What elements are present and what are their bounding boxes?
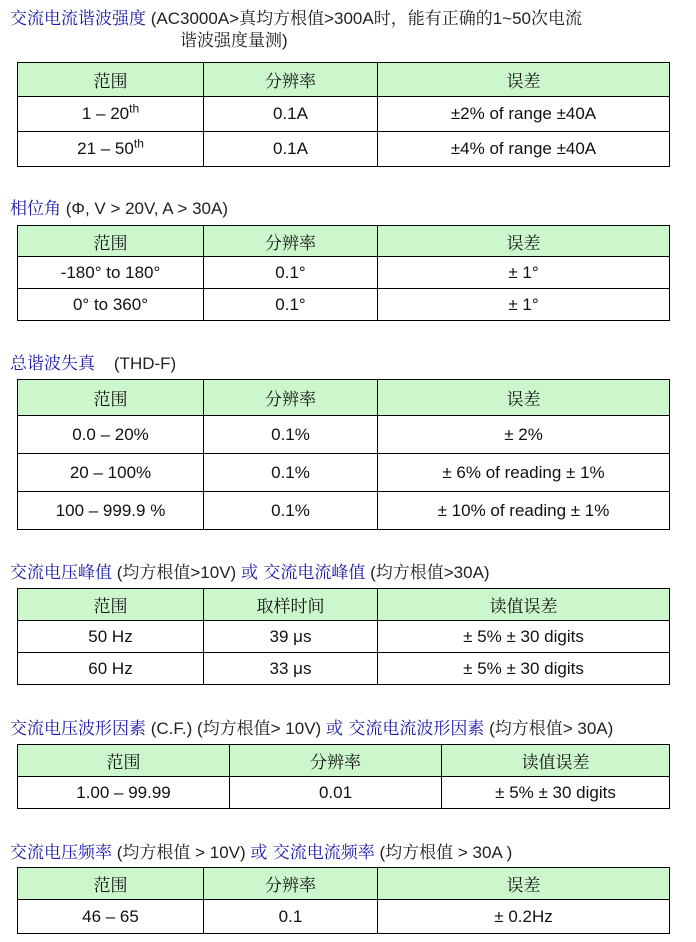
header-cell: 读值误差 xyxy=(442,745,670,777)
section-title-blue: 或 交流电流频率 xyxy=(250,843,375,863)
header-cell: 误差 xyxy=(378,868,670,900)
table-cell: ± 5% ± 30 digits xyxy=(442,777,670,809)
table-row xyxy=(18,492,670,530)
table-row xyxy=(18,653,670,685)
header-cell: 误差 xyxy=(378,380,670,416)
table-row xyxy=(18,132,670,167)
table-cell: 20 – 100% xyxy=(18,454,204,492)
table-header-row xyxy=(18,63,670,97)
ordinal-suffix: th xyxy=(133,136,144,151)
table-header-row xyxy=(18,868,670,900)
section-title xyxy=(10,842,512,864)
section-title-blue: 相位角 xyxy=(10,199,61,219)
header-cell: 分辨率 xyxy=(204,226,378,257)
header-cell: 误差 xyxy=(378,63,670,97)
table-cell: 0.1° xyxy=(204,257,378,289)
header-cell: 范围 xyxy=(18,226,204,257)
table-cell xyxy=(18,132,204,167)
header-cell: 范围 xyxy=(18,380,204,416)
section-title-text: (均方根值 > 30A ) xyxy=(374,843,513,862)
table-header-row xyxy=(18,589,670,621)
table-row xyxy=(18,900,670,934)
table-row xyxy=(18,621,670,653)
header-cell: 分辨率 xyxy=(204,63,378,97)
table-cell: ± 1° xyxy=(378,289,670,321)
table-cell: 46 – 65 xyxy=(18,900,204,934)
section-title-blue: 交流电流谐波强度 xyxy=(10,9,146,29)
spec-table-frequency xyxy=(17,867,670,934)
header-cell: 取样时间 xyxy=(204,589,378,621)
table-cell: 0.0 – 20% xyxy=(18,416,204,454)
header-cell: 分辨率 xyxy=(204,868,378,900)
spec-table-harmonic xyxy=(17,62,670,167)
table-cell: 0.1° xyxy=(204,289,378,321)
header-cell: 读值误差 xyxy=(378,589,670,621)
section-title-blue: 或 交流电流波形因素 xyxy=(325,719,485,739)
table-cell: 0.1% xyxy=(204,492,378,530)
cell-text: 21 – 50 xyxy=(77,139,134,158)
table-cell: ± 6% of reading ± 1% xyxy=(378,454,670,492)
section-title-text: (Φ, V > 20V, A > 30A) xyxy=(61,199,228,218)
table-cell: 0.1A xyxy=(204,132,378,167)
header-cell: 范围 xyxy=(18,63,204,97)
section-title-text: (均方根值>10V) xyxy=(112,563,241,582)
cell-text: 1 – 20 xyxy=(81,104,130,123)
section-title xyxy=(10,562,490,584)
table-cell: 0.01 xyxy=(230,777,442,809)
table-row xyxy=(18,777,670,809)
section-title xyxy=(10,198,228,220)
section-title-blue: 交流电压频率 xyxy=(10,843,112,863)
table-cell: 0.1 xyxy=(204,900,378,934)
table-cell: 1.00 – 99.99 xyxy=(18,777,230,809)
section-title-text: (均方根值>30A) xyxy=(365,563,490,582)
section-title-cont: 谐波强度量测) xyxy=(180,31,288,50)
table-cell: ± 5% ± 30 digits xyxy=(378,653,670,685)
table-row xyxy=(18,97,670,132)
table-cell: ± 10% of reading ± 1% xyxy=(378,492,670,530)
table-row xyxy=(18,289,670,321)
section-title-text: (均方根值> 30A) xyxy=(484,719,614,738)
table-cell: 0.1A xyxy=(204,97,378,132)
spec-table-phase xyxy=(17,225,670,321)
table-cell: 0° to 360° xyxy=(18,289,204,321)
table-cell: 0.1% xyxy=(204,416,378,454)
table-cell: 100 – 999.9 % xyxy=(18,492,204,530)
table-cell: 33 μs xyxy=(204,653,378,685)
section-title-text: (AC3000A>真均方根值>300A时，能有正确的1~50次电流 xyxy=(146,9,583,28)
table-cell: ± 0.2Hz xyxy=(378,900,670,934)
spec-table-thd xyxy=(17,379,670,530)
header-cell: 误差 xyxy=(378,226,670,257)
section-title-text: (均方根值 > 10V) xyxy=(112,843,251,862)
table-cell xyxy=(18,97,204,132)
table-header-row xyxy=(18,745,670,777)
section-title-blue: 交流电压峰值 xyxy=(10,563,112,583)
header-cell: 范围 xyxy=(18,589,204,621)
table-cell: 50 Hz xyxy=(18,621,204,653)
section-title-blue: 交流电压波形因素 xyxy=(10,719,146,739)
table-cell: ± 5% ± 30 digits xyxy=(378,621,670,653)
header-cell: 分辨率 xyxy=(204,380,378,416)
section-title-text: (THD-F) xyxy=(95,354,177,373)
header-cell: 分辨率 xyxy=(230,745,442,777)
table-cell: 0.1% xyxy=(204,454,378,492)
table-cell: ± 1° xyxy=(378,257,670,289)
table-cell: -180° to 180° xyxy=(18,257,204,289)
spec-table-peak xyxy=(17,588,670,685)
section-title xyxy=(10,8,582,52)
section-title-blue: 或 交流电流峰值 xyxy=(240,563,366,583)
table-cell: 39 μs xyxy=(204,621,378,653)
table-cell: ±4% of range ±40A xyxy=(378,132,670,167)
section-title-text: (C.F.) (均方根值> 10V) xyxy=(146,719,326,738)
table-row xyxy=(18,257,670,289)
table-cell: ±2% of range ±40A xyxy=(378,97,670,132)
header-cell: 范围 xyxy=(18,868,204,900)
ordinal-suffix: th xyxy=(129,101,140,116)
spec-table-crest-factor xyxy=(17,744,670,809)
table-row xyxy=(18,454,670,492)
table-cell: ± 2% xyxy=(378,416,670,454)
section-title xyxy=(10,353,176,375)
table-cell: 60 Hz xyxy=(18,653,204,685)
section-title xyxy=(10,718,613,740)
table-row xyxy=(18,416,670,454)
section-title-blue: 总谐波失真 xyxy=(10,354,95,374)
table-header-row xyxy=(18,380,670,416)
header-cell: 范围 xyxy=(18,745,230,777)
table-header-row xyxy=(18,226,670,257)
